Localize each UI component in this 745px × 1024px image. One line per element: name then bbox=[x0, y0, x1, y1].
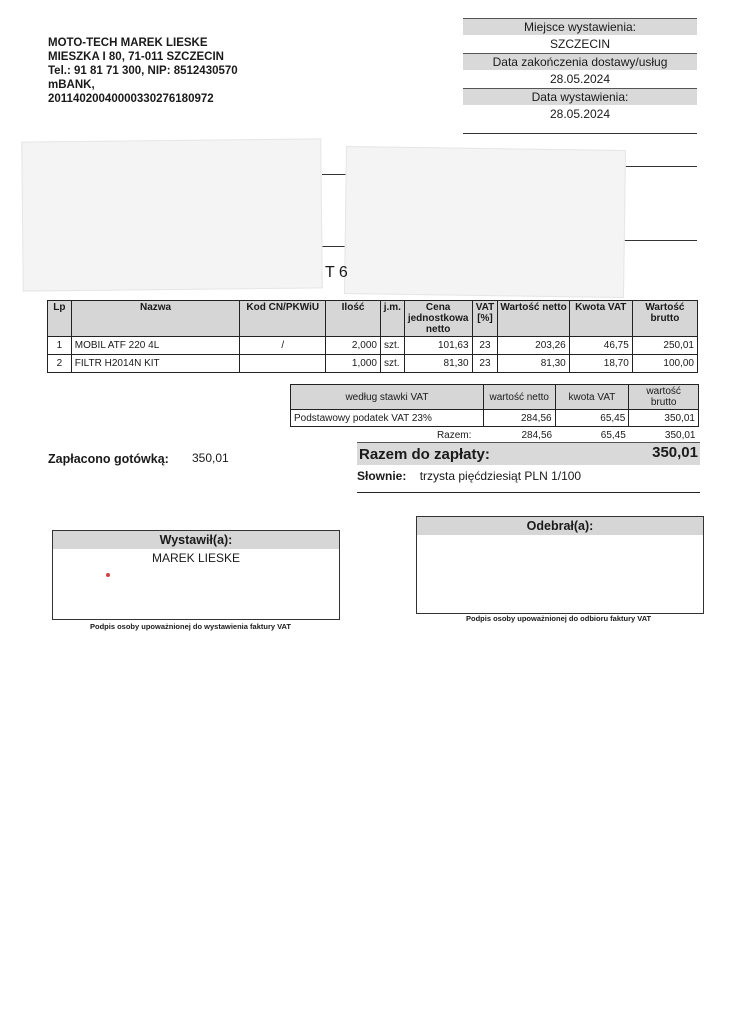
row-name: MOBIL ATF 220 4L bbox=[71, 337, 240, 355]
col-gross-value: Wartość brutto bbox=[632, 301, 697, 337]
vat-gross: 350,01 bbox=[629, 410, 699, 427]
seller-info bbox=[48, 36, 238, 106]
row-net-value: 203,26 bbox=[498, 337, 569, 355]
col-unit: j.m. bbox=[380, 301, 404, 337]
words-label: Słownie: bbox=[357, 469, 407, 483]
vat-col-gross: wartość brutto bbox=[629, 385, 699, 410]
amount-in-words bbox=[357, 469, 581, 483]
row-lp: 2 bbox=[48, 355, 72, 373]
seller-bank: mBANK, bbox=[48, 79, 95, 91]
row-qty: 2,000 bbox=[326, 337, 381, 355]
vat-header-row bbox=[291, 385, 699, 410]
row-vat-rate: 23 bbox=[472, 337, 498, 355]
total-to-pay bbox=[357, 442, 700, 465]
table-row bbox=[48, 355, 698, 373]
receiver-caption: Podpis osoby upoważnionej do odbioru faktury VAT bbox=[466, 614, 652, 623]
issuer-name: MAREK LIESKE bbox=[151, 551, 241, 565]
col-vat-amount: Kwota VAT bbox=[569, 301, 632, 337]
vat-summary-table bbox=[290, 384, 699, 443]
seller-address: MIESZKA I 80, 71-011 SZCZECIN bbox=[48, 51, 224, 63]
row-qty: 1,000 bbox=[326, 355, 381, 373]
col-name: Nazwa bbox=[71, 301, 240, 337]
place-label: Miejsce wystawienia: bbox=[463, 18, 697, 35]
row-code: / bbox=[240, 337, 326, 355]
invoice-title-fragment: T 6 bbox=[325, 264, 348, 281]
seller-name: MOTO-TECH MAREK LIESKE bbox=[48, 37, 208, 49]
vat-net: 284,56 bbox=[483, 410, 555, 427]
delivery-date-label: Data zakończenia dostawy/usług bbox=[463, 53, 697, 70]
row-gross-value: 250,01 bbox=[632, 337, 697, 355]
row-gross-value: 100,00 bbox=[632, 355, 697, 373]
row-unit: szt. bbox=[380, 337, 404, 355]
issuer-signature-box bbox=[52, 530, 340, 620]
paid-cash-label: Zapłacono gotówką: bbox=[48, 452, 169, 466]
words-value: trzysta pięćdziesiąt PLN 1/100 bbox=[419, 469, 582, 483]
col-net-value: Wartość netto bbox=[498, 301, 569, 337]
row-net-value: 81,30 bbox=[498, 355, 569, 373]
delivery-date-value: 28.05.2024 bbox=[549, 72, 611, 86]
row-lp: 1 bbox=[48, 337, 72, 355]
issue-date-value: 28.05.2024 bbox=[549, 107, 611, 121]
vat-sum-row bbox=[291, 427, 699, 444]
items-table bbox=[47, 300, 698, 373]
row-unit-price: 81,30 bbox=[404, 355, 472, 373]
row-vat-rate: 23 bbox=[472, 355, 498, 373]
receiver-signature-box bbox=[416, 516, 704, 614]
ink-dot bbox=[106, 573, 110, 577]
vat-sum-amount: 65,45 bbox=[600, 429, 626, 441]
place-value: SZCZECIN bbox=[550, 37, 610, 51]
vat-amount: 65,45 bbox=[555, 410, 629, 427]
items-header-row bbox=[48, 301, 698, 337]
invoice-header-info bbox=[463, 18, 697, 123]
col-lp: Lp bbox=[48, 301, 72, 337]
receiver-label: Odebrał(a): bbox=[417, 517, 703, 535]
vat-sum-gross: 350,01 bbox=[664, 429, 696, 441]
paper-patch bbox=[21, 138, 323, 291]
row-name: FILTR H2014N KIT bbox=[71, 355, 240, 373]
paid-cash-value: 350,01 bbox=[192, 451, 229, 465]
row-vat-amount: 46,75 bbox=[569, 337, 632, 355]
col-code: Kod CN/PKWiU bbox=[240, 301, 326, 337]
col-vat-rate: VAT [%] bbox=[472, 301, 498, 337]
vat-col-net: wartość netto bbox=[483, 385, 555, 410]
row-unit-price: 101,63 bbox=[404, 337, 472, 355]
words-underline bbox=[357, 492, 700, 493]
table-row bbox=[291, 410, 699, 427]
col-unit-price: Cena jednostkowa netto bbox=[404, 301, 472, 337]
issuer-label: Wystawił(a): bbox=[53, 531, 339, 549]
vat-sum-net: 284,56 bbox=[521, 429, 553, 441]
vat-rate-name: Podstawowy podatek VAT 23% bbox=[291, 410, 484, 427]
row-code bbox=[240, 355, 326, 373]
issue-date-label: Data wystawienia: bbox=[463, 88, 697, 105]
vat-sum-label: Razem: bbox=[436, 429, 472, 441]
row-vat-amount: 18,70 bbox=[569, 355, 632, 373]
row-unit: szt. bbox=[380, 355, 404, 373]
total-value: 350,01 bbox=[652, 444, 698, 461]
header-line bbox=[463, 133, 697, 134]
vat-col-amount: kwota VAT bbox=[555, 385, 629, 410]
vat-col-rate: według stawki VAT bbox=[291, 385, 484, 410]
seller-contact: Tel.: 91 81 71 300, NIP: 8512430570 bbox=[48, 65, 238, 77]
issuer-caption: Podpis osoby upoważnionej do wystawienia faktury VAT bbox=[90, 622, 291, 631]
col-qty: Ilość bbox=[326, 301, 381, 337]
table-row bbox=[48, 337, 698, 355]
seller-account: 20114020040000330276180972 bbox=[48, 93, 214, 105]
total-label: Razem do zapłaty: bbox=[359, 446, 490, 463]
paper-patch bbox=[344, 146, 626, 298]
